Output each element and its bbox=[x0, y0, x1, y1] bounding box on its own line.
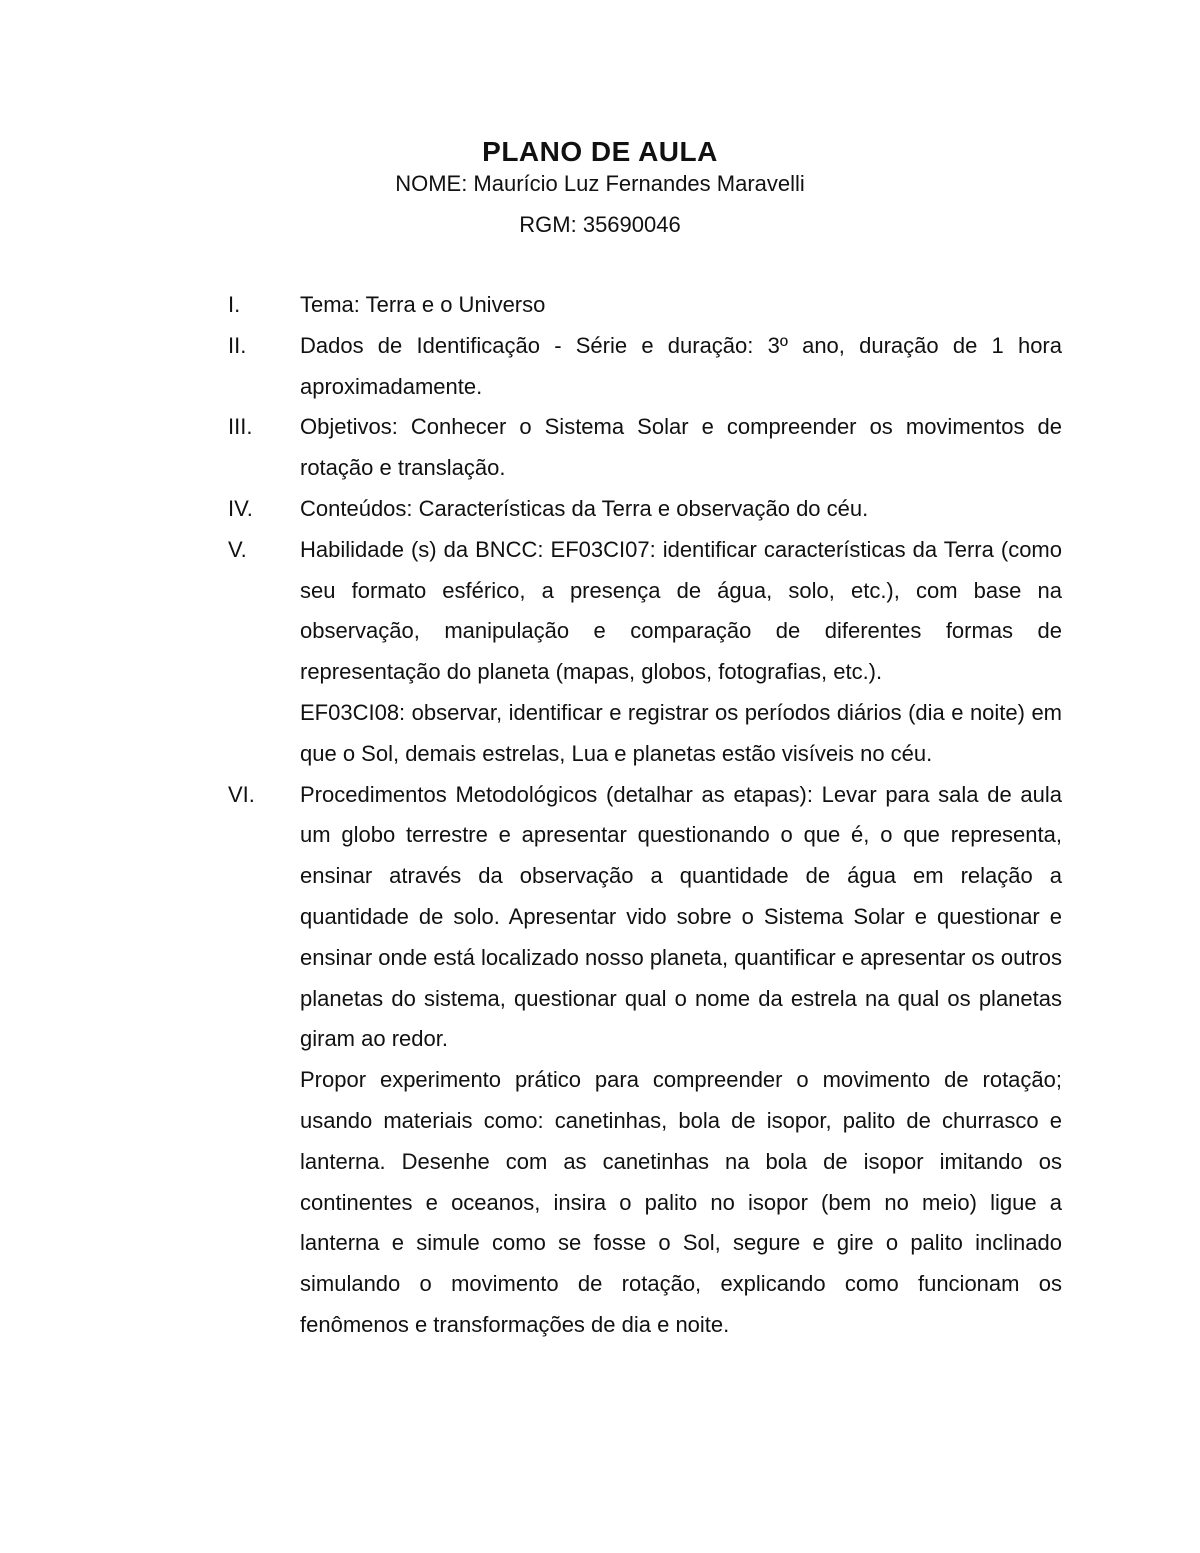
author-name: NOME: Maurício Luz Fernandes Maravelli bbox=[395, 171, 805, 196]
item-content bbox=[300, 285, 1062, 326]
item-content bbox=[300, 489, 1062, 530]
item-numeral: VI. bbox=[228, 781, 255, 807]
item-paragraph: Conteúdos: Características da Terra e observação do céu. bbox=[300, 495, 869, 521]
list-item bbox=[228, 775, 1062, 1346]
item-paragraph: EF03CI08: observar, identificar e registrar os períodos diários (dia e noite) em que o Sol, demais estrelas, Lua e planetas estão visíveis no céu. bbox=[300, 699, 1062, 766]
item-paragraph: Tema: Terra e o Universo bbox=[300, 292, 546, 317]
list-item bbox=[228, 489, 1062, 530]
item-paragraph: Objetivos: Conhecer o Sistema Solar e compreender os movimentos de rotação e translação. bbox=[300, 414, 1062, 481]
item-paragraph: Dados de Identificação - Série e duração: 3º ano, duração de 1 hora aproximadamente. bbox=[300, 332, 1062, 399]
list-item bbox=[228, 326, 1062, 408]
list-item bbox=[228, 530, 1062, 775]
item-content bbox=[300, 326, 1062, 408]
item-paragraph: Procedimentos Metodológicos (detalhar as etapas): Levar para sala de aula um globo terrestre e apresentar questionando o que é, o que representa, ensinar através da observação a quantidade de água em relação a quantidade de solo. Apresentar vido sobre o Sistema Solar e questionar e ensinar onde está localizado nosso planeta, quantificar e apresentar os outros planetas do sistema, questionar qual o nome da estrela na qual os planetas giram ao redor. bbox=[300, 781, 1062, 1052]
list-item bbox=[228, 407, 1062, 489]
item-numeral: IV. bbox=[228, 495, 253, 521]
item-content bbox=[300, 775, 1062, 1346]
item-paragraph: Habilidade (s) da BNCC: EF03CI07: identificar características da Terra (como seu formato esférico, a presença de água, solo, etc.), com base na observação, manipulação e comparação de diferentes formas de representação do planeta (mapas, globos, fotografias, etc.). bbox=[300, 536, 1062, 685]
list-item bbox=[228, 285, 1062, 326]
item-content bbox=[300, 530, 1062, 775]
item-content bbox=[300, 407, 1062, 489]
document-title: PLANO DE AULA bbox=[482, 136, 718, 167]
lesson-plan-list bbox=[228, 285, 1062, 1346]
item-paragraph: Propor experimento prático para compreender o movimento de rotação; usando materiais como: canetinhas, bola de isopor, palito de churrasco e lanterna. Desenhe com as canetinhas na bola de isopor imitando os continentes e oceanos, insira o palito no isopor (bem no meio) ligue a lanterna e simule como se fosse o Sol, segure e gire o palito inclinado simulando o movimento de rotação, explicando como funcionam os fenômenos e transformações de dia e noite. bbox=[300, 1067, 1062, 1337]
item-numeral: II. bbox=[228, 332, 247, 358]
item-numeral: V. bbox=[228, 536, 247, 562]
author-rgm: RGM: 35690046 bbox=[519, 212, 681, 237]
item-numeral: I. bbox=[228, 292, 241, 317]
item-numeral: III. bbox=[228, 414, 253, 440]
